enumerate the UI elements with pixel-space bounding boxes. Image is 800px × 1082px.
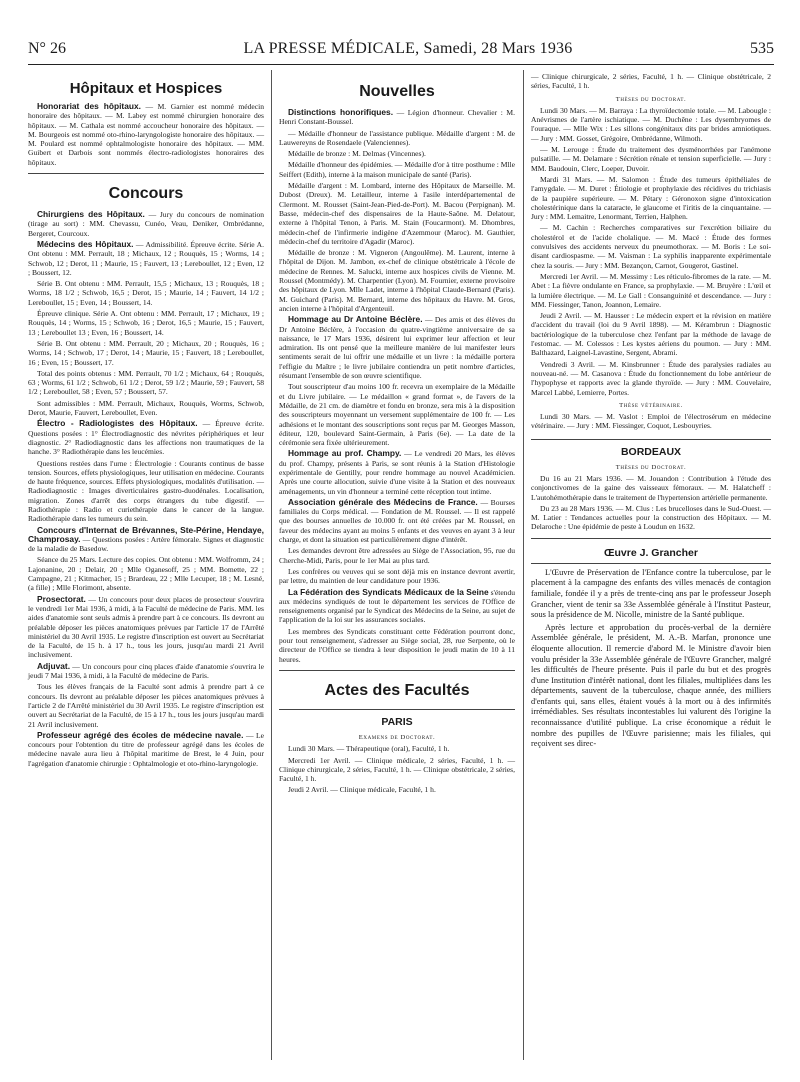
section-rule [279, 670, 515, 671]
paragraph-examen-jeudi: Jeudi 2 Avril. — Clinique médicale, Faculté, 1 h. [288, 785, 436, 795]
paragraph-these-mercredi: Mercredi 1er Avril. — M. Messimy : Les réticulo-fibromes de la rate. — M. Abet : La fièvre ondulante en France, sa prophylaxie. — M. Bruyère : L'œil et la lumière électrique. — M. Le Gall : Consanguinité et descendance. — Jury : MM. Fiessinger, Tanon, Joannon, Lemaire. [531, 271, 771, 309]
paragraph-bordeaux-2: Du 23 au 28 Mars 1936. — M. Clus : Les brucelloses dans le Sud-Ouest. — M. Latier : Tendances actuelles pour la construction des Hôpitaux. — M. Delaroche : Une épidémie de peste à Loudun en 1632. [531, 503, 771, 532]
paragraph-distinctions-bronze: Médaille de bronze : M. Delmas (Vincennes). [288, 149, 426, 159]
paragraph-association: Association générale des Médecins de France. — Bourses familiales du Corps médical. — Fondation de M. Roussel. — Il est rappelé que des bourses annuelles de 10.000 fr. ont été créées par M. Roussel, en faveur des médecins ayant au moins 5 enfants et des veuves en ayant 3 à leur charge, et dont la situation est particulièrement digne d'intérêt. [279, 496, 515, 545]
section-title-hopitaux: Hôpitaux et Hospices [69, 80, 223, 97]
section-title-nouvelles: Nouvelles [359, 83, 435, 100]
paragraph-these-mardi-2: — M. Cachin : Recherches comparatives sur l'excrétion biliaire du cholestérol et de l'acide cholalique. — M. Macé : Étude des formes convulsives des accidents nerveux du pneumothorax. — M. Boris : Le soi-disant cardiospasme. — M. Vaisman : La syphilis inapparente expérimentale chez la souris. — Jury : MM. Bezançon, Carnot, Gougerot, Gastinel. [531, 223, 771, 270]
paragraph-distinctions-bronze-list: Médaille de bronze : M. Vigneron (Angoulême). M. Laurent, interne à l'hôpital de Dijon. M. Jambon, ex-chef de clinique obstétricale à l'école de médecine de Rennes. M. Salucki, interne aux hospices civils de Vienne. M. Roussel (Montmédy). M. Charpentier (Lyon). M. Fournier, externe provisoire des hôpitaux de Lyon. Mlle Ladet, interne à l'hôpital Claude-Bernard (Paris). M. Guichard (Paris). M. Bernard, interne des hôpitaux du Havre. M. Gros, ancien interne à l'hôpital d'Argenteuil. [279, 248, 515, 313]
header-rule [28, 64, 774, 65]
page-header [28, 40, 774, 62]
paragraph-distinctions-argent: Médaille d'argent : M. Lombard, interne des Hôpitaux de Marseille. M. Dubost (Dreux). M. Letailleur, interne à l'asile interdépartemental de Clermont. M. Rousset (Saint-Jean-Pied-de-Port). M. Bacou (Perpignan). M. Basse, médecin-chef des dispensaires de la Haute-Saône. M. Delatour, externe à l'hôpital Tenon, à Paris. M. Stain (Foucarmont). M. Dhombres, médecin-chef de l'infirmerie indigène d'Azemmour (Maroc). M. Gauthier, médecin-chef du territoire d'Agadir (Maroc). [279, 181, 515, 246]
paragraph-these-jeudi: Jeudi 2 Avril. — M. Hausser : Le médecin expert et la révision en matière d'accident du travail (loi du 9 Avril 1898). — M. Kérambrun : Diagnostic bactériologique de la tuberculose chez l'enfant par la méthode de lavage de l'estomac. — M. Colessos : Les kystes aériens du poumon. — Jury : MM. Balthazard, Laignel-Lavastine, Sergent, Abrami. [531, 311, 771, 358]
section-title-concours: Concours [108, 185, 184, 203]
column-divider-1 [271, 70, 272, 1060]
paragraph-medecins-clinique-b: Série B. Ont obtenu : MM. Perrault, 20 ; Michaux, 20 ; Rouquès, 16 ; Worms, 14 ; Schwob, 17 ; Derot, 14 ; Maurie, 15 ; Fauvert, 18 ; Lereboullet, 16 ; Even, 15 ; Boussert, 17. [28, 338, 264, 367]
paragraph-adjuvat-eleves: Tous les élèves français de la Faculté sont admis à prendre part à ce concours. Ils devront au préalable déposer les pièces anatomiques prévues à l'article 2 de l'Arrêté ministériel du 30 Avril 1935. Le registre d'inscription est ouvert au Secrétariat de la Faculté, de 15 à 17 h., tous les jours jusqu'au mardi 21 Avril inclusivement. [28, 682, 264, 729]
theses-heading: Thèses du Doctorat. [615, 95, 687, 103]
column-2 [279, 72, 515, 797]
paragraph-beclere-souscription: Tout souscripteur d'au moins 100 fr. recevra un exemplaire de la Médaille et du Livre jubilaire. — Le médaillon « grand format », de l'avers de la Médaille, de 21 cm. de diamètre et fondu en bronze, sera mis à la disposition des souscripteurs moyennant un versement supplémentaire de 100 fr. — Les adhésions et le montant des souscriptions sont reçus par M. Georges Masson, éditeur, 120, boulevard Saint-Germain, à Paris (6e). — La date de la cérémonie sera fixée ultérieurement. [279, 382, 515, 448]
paragraph-distinctions: Distinctions honorifiques. — Légion d'honneur. Chevalier : M. Henri Constant-Boussel. [279, 107, 516, 127]
paragraph-internat-seance: Séance du 25 Mars. Lecture des copies. Ont obtenu : MM. Wolfromm, 24 ; Lajonanine, 20 ; Delair, 20 ; Mlle Oganesoff, 25 ; MM. Bomette, 22 ; Campagne, 21 ; Kitmacher, 15 ; Brardeau, 22 ; Mlle Lecuper, 18 ; M. Lesné, (a fille) ; Mlle Florimont, absente. [28, 555, 264, 593]
paragraph-these-mardi: Mardi 31 Mars. — M. Salomon : Étude des tumeurs épithéliales de l'amygdale. — M. Duret : Étiologie et prophylaxie des récidives du trichiasis de la paupière supérieure. — M. Pétary : Géronoxon signe d'intoxication cholestérinique dans la cataracte, le glaucome et l'iritis de la cinquantaine. — Jury : MM. Lemaitre, Lenormant, Terrien, Halphen. [531, 174, 771, 222]
bordeaux-theses-heading: Thèses du Doctorat. [615, 463, 687, 471]
column-3 [531, 72, 771, 752]
section-rule [28, 173, 264, 174]
paragraph-these-veterinaire: Lundi 30 Mars. — M. Vaslot : Emploi de l'électrosérum en médecine vétérinaire. — Jury : MM. Fiessinger, Coquot, Lesbouyries. [531, 412, 771, 431]
paragraph-beclere: Hommage au Dr Antoine Béclère. — Des amis et des élèves du Dr Antoine Béclère, à l'occasion du quatre-vingtième anniversaire de sa naissance, le 17 Mars 1936, désirent lui exprimer leur affection et leur admiration. Ils ont pensé que la meilleure manière de lui manifester leurs sentiments serait de lui offrir une médaille et un livre : la médaille portera l'effigie du Maître ; le livre jubilaire contiendra un petit nombre d'articles, résumant l'ensemble de son œuvre scientifique. [279, 314, 515, 381]
grancher-rule [531, 563, 771, 564]
paragraph-grancher-1: L'Œuvre de Préservation de l'Enfance contre la tuberculose, par le placement à la campagne des enfants des villes menacés de contagion familiale, fondée il y a près de trente-cinq ans par le professeur Joseph Grancher, vient de tenir sa 33e Assemblée générale à l'Institut Pasteur, sous la présidence de M. Nicolle, ministre de la Santé publique. [531, 567, 771, 620]
paragraph-chirurgiens: Chirurgiens des Hôpitaux. — Jury du concours de nomination (tirage au sort) : MM. Chevassu, Cunéo, Veau, Deniker, Ombrédanne, Bergeret, Courcoux. [28, 209, 264, 238]
paragraph-federation-membres: Les membres des Syndicats constituant cette Fédération pourront donc, pour tout renseignement, s'adresser au Siège social, 28, rue Serpente, où le directeur de l'Office se tiendra à leur disposition le jeudi matin de 10 à 11 heures. [279, 626, 515, 664]
paragraph-association-demandes: Les demandes devront être adressées au Siège de l'Association, 95, rue du Cherche-Midi, Paris, pour le 1er Mai au plus tard. [279, 546, 515, 565]
paragraph-grancher-2: Après lecture et approbation du procès-verbal de la dernière Assemblée générale, le président, M. A.-B. Marfan, prononce une éloquente allocution. Il remercie d'abord M. le Ministre d'avoir bien voulu présider la 33e Assemblée générale de l'Œuvre Grancher, malgré les difficultés de l'heure présente. Puis il parle du but et des progrès d'une Institution d'intérêt national, dont les filiales, multipliées dans les départements, sauvent de la tuberculose, chaque année, des milliers d'enfants qui, sans elles, étaient voués à la mort ou à des infirmités irrémédiables. Ses résultats incontestables lui valurent dès l'origine la reconnaissance d'utilité publique. La crise économique a réduit le nombre des pupilles de l'Œuvre parisienne; mais les filiales, qui reçoivent ses direc- [531, 622, 771, 749]
paragraph-medecins-total: Total des points obtenus : MM. Perrault, 70 1/2 ; Michaux, 64 ; Rouquès, 63 ; Worms, 61 1/2 ; Schwob, 61 1/2 ; Derot, 59 1/2 ; Maurie, 59 ; Fauvert, 58 1/2 ; Lereboullet, 58 ; Even, 57 ; Boussert, 57. [28, 368, 264, 397]
paragraph-federation: La Fédération des Syndicats Médicaux de la Seine s'étendu aux médecins syndiqués de tout le département les services de l'Office de renseignements organisé par le Syndicat des Médecins de la Seine, au sujet de l'application de la loi sur les assurances sociales. [279, 586, 515, 625]
section-title-actes: Actes des Facultés [324, 681, 470, 699]
paragraph-medecins-serie-b: Série B. Ont obtenu : MM. Perrault, 15,5 ; Michaux, 13 ; Rouquès, 18 ; Worms, 18 1/2 ; Schwob, 16,5 ; Derot, 15 ; Maurie, 14 ; Fauvert, 14 1/2 ; Lereboullet, 15 ; Even, 14 ; Boussert, 14. [28, 279, 264, 307]
paragraph-distinctions-epidemies: Médaille d'honneur des épidémies. — Médaille d'or à titre posthume : Mlle Seiffert (Edith), interne à la maison municipale de santé (Paris). [279, 160, 515, 179]
paragraph-these-lundi: Lundi 30 Mars. — M. Barraya : La thyroïdectomie totale. — M. Labougle : Anévrismes de l'artère ischiatique. — M. Duchêne : Les dysembryomes de l'ouraque. — Mlle Wix : Les sillons congénitaux dits par brides amniotiques. — Jury : MM. Gosset, Grégoire, Ombrédanne, Wilmoth. [531, 105, 771, 143]
paragraph-continuation: — Clinique chirurgicale, 2 séries, Faculté, 1 h. — Clinique obstétricale, 2 séries, Faculté, 1 h. [531, 72, 771, 91]
paragraph-radiologistes-questions: Questions restées dans l'urne : Électrologie : Courants continus de basse tension. Sources, effets physiologiques, leur utilisation en médecine. Courants de haute fréquence, sources. Effets physiologiques, modalités d'utilisation. — Radiodiagnostic : Images diverticulaires gastro-duodénales. Localisation, migration. Zones d'arrêt des corps étrangers du tube digestif. — Radiothérapie : Radio et curiethérapie dans le cancer de la langue. Radiothérapie dans les tumeurs du sein. [28, 458, 264, 524]
subsection-title-bordeaux: BORDEAUX [620, 445, 682, 458]
column-divider-2 [523, 70, 524, 1060]
paragraph-medecins-clinique: Épreuve clinique. Série A. Ont obtenu : MM. Perrault, 17 ; Michaux, 19 ; Rouquès, 14 ; Worms, 15 ; Schwob, 16 ; Derot, 16,5 ; Maurie, 15 ; Fauvert, 13 ; Lereboullet 13 ; Even, 16 ; Boussert, 14. [28, 309, 264, 337]
paragraph-medecins: Médecins des Hôpitaux. — Admissibilité. Épreuve écrite. Série A. Ont obtenu : MM. Perrault, 18 ; Michaux, 12 ; Rouquès, 15 ; Worms, 14 ; Schwob, 12 ; Derot, 11 ; Maurie, 15 ; Fauvert, 13 ; Lereboullet, 12 ; Even, 12 ; Boussert, 12. [28, 238, 264, 277]
bordeaux-box [531, 439, 771, 532]
paragraph-honorariat: Honorariat des hôpitaux. — M. Garnier est nommé médecin honoraire des hôpitaux. — M. Labey est nommé chirurgien honoraire des hôpitaux. — M. Cathala est nommé accoucheur honoraire des hôpitaux. — M. Bourgeois est nommé oto-rhino-laryngologiste honoraire des hôpitaux. — M. Poulard est nommé ophtalmologiste honoraire des hôpitaux. — MM. Guibert et Darbois sont nommés électro-radiologistes honoraires des hôpitaux. [28, 101, 264, 167]
these-veterinaire-heading: Thèse vétérinaire. [619, 401, 683, 409]
section-rule [531, 538, 771, 539]
issue-number: N° 26 [28, 40, 66, 57]
paragraph-these-vendredi: Vendredi 3 Avril. — M. Kinsbrunner : Étude des paralysies radiales au nouveau-né. — M. Casanova : Étude du fonctionnement du lobe antérieur de l'hypophyse et rapports avec la glande thyroïde. — Jury : MM. Couvelaire, Marcel Labbé, Lemierre, Portes. [531, 359, 771, 397]
paragraph-examen-lundi: Lundi 30 Mars. — Thérapeutique (oral), Faculté, 1 h. [288, 744, 450, 754]
paragraph-bordeaux-1: Du 16 au 21 Mars 1936. — M. Jouandon : Contribution à l'étude des conjonctivomes de la gaine des vaisseaux fémoraux. — M. Halatcheff : L'autohémothérapie dans le traitement de l'hypertension artérielle permanente. [531, 473, 771, 502]
publication-title: LA PRESSE MÉDICALE, Samedi, 28 Mars 1936 [243, 40, 573, 57]
examens-heading: Examens de Doctorat. [358, 733, 436, 741]
page-number: 535 [750, 40, 774, 57]
paragraph-prosectorat: Prosectorat. — Un concours pour deux places de prosecteur s'ouvrira le vendredi 1er Mai 1936, à midi, à la Faculté de médecine de Paris. MM. les aides d'anatomie sont seuls admis à prendre part à ce concours. Ils devront au préalable déposer les pièces anatomiques prévues par l'article 17 de l'Arrêté ministériel du 30 Avril 1935. Le registre d'inscription est ouvert au Secrétariat de la Faculté, de 15 h. à 17 h., tous les jours, jusqu'au mardi 21 Avril inclusivement. [28, 593, 264, 660]
paragraph-association-confreres: Les confrères ou veuves qui se sont déjà mis en instance devront avertir, par lettre, du maintien de leur candidature pour 1936. [279, 566, 515, 586]
subsection-title-paris: PARIS [381, 715, 413, 728]
paragraph-professeur-agrege: Professeur agrégé des écoles de médecine navale. — Le concours pour l'obtention du titre de professeur agrégé dans les écoles de médecine navale aura lieu à l'hôpital maritime de Brest, le 4 Juin, pour l'agrégation d'anatomie chirurgie : Ophtalmologie et oto-rhino-laryngologie. [28, 729, 265, 768]
column-1 [28, 72, 264, 770]
paragraph-these-lundi-2: — M. Lerouge : Étude du traitement des dysménorrhées par l'anémone pulsatille. — M. Delamare : Sécrétion rénale et tension superficielle. — Jury : MM. Baudouin, Clerc, Loeper, Duvoir. [531, 145, 771, 173]
paragraph-radiologistes: Électro - Radiologistes des Hôpitaux. — Épreuve écrite. Questions posées : 1° Électrodiagnostic des névrites périphériques et leur diagnostic. 2° Radiodiagnostic dans les affections non traumatiques de la hanche. 3° Radiothérapie dans les leucémies. [28, 418, 264, 457]
paragraph-examen-mercredi: Mercredi 1er Avril. — Clinique médicale, 2 séries, Faculté, 1 h. — Clinique chirurgicale, 2 séries, Faculté, 1 h. — Clinique obstétricale, 2 séries, Faculté, 1 h. [279, 755, 515, 784]
section-title-grancher: Œuvre J. Grancher [604, 546, 698, 559]
paris-box [279, 709, 515, 795]
grancher-article [531, 568, 771, 750]
paragraph-distinctions-assistance: — Médaille d'honneur de l'assistance publique. Médaille d'argent : M. de Lauwereyns de Rosendaele (Valenciennes). [279, 128, 515, 147]
paragraph-champy: Hommage au prof. Champy. — Le vendredi 20 Mars, les élèves du prof. Champy, présents à Paris, se sont réunis à la Station d'Histologie expérimentale de Gentilly, pour rendre hommage au nouvel Académicien. Après une courte allocution, suivie d'une visite à la Station et des nouveaux aménagements, un vin d'honneur a terminé cette réception tout intime. [279, 448, 515, 496]
paragraph-internat: Concours d'Internat de Brévannes, Ste-Périne, Hendaye, Champrosay. — Questions posées : Artère fémorale. Signes et diagnostic de la maladie de Basedow. [28, 524, 264, 554]
paragraph-medecins-admissibles: Sont admissibles : MM. Perrault, Michaux, Rouquès, Worms, Schwob, Derot, Maurie, Fauvert, Lereboullet, Even. [28, 398, 264, 418]
paragraph-adjuvat: Adjuvat. — Un concours pour cinq places d'aide d'anatomie s'ouvrira le jeudi 7 Mai 1936, à midi, à la Faculté de médecine de Paris. [28, 660, 264, 681]
